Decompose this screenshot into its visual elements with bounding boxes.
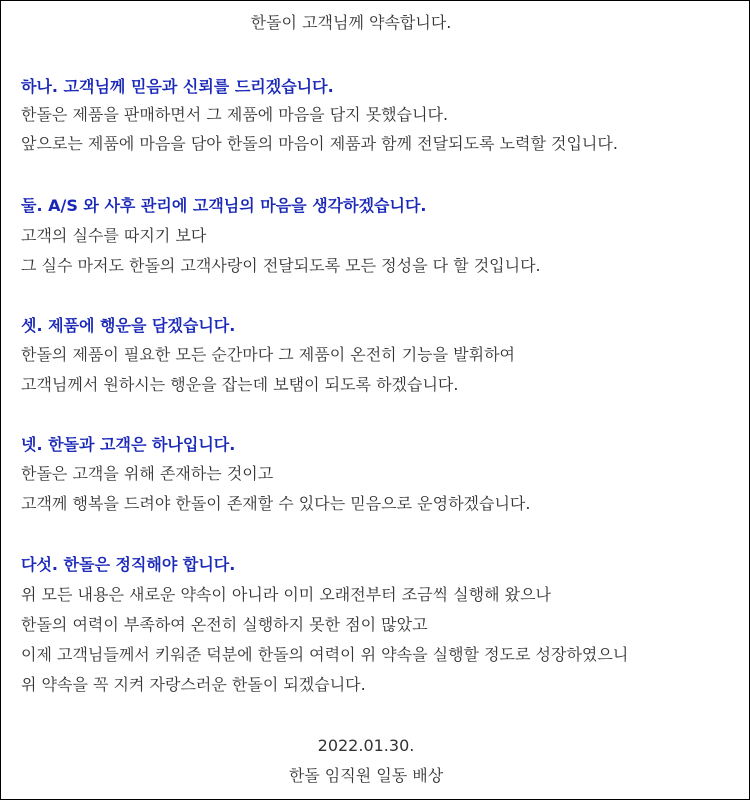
section-1-line-2: 앞으로는 제품에 마음을 담아 한돌의 마음이 제품과 함께 전달되도록 노력할 것입니다. — [21, 134, 618, 153]
footer-date: 2022.01.30. — [317, 736, 415, 755]
section-4-line-2: 고객께 행복을 드려야 한돌이 존재할 수 있다는 믿음으로 운영하겠습니다. — [21, 494, 531, 513]
section-4-line-1: 한돌은 고객을 위해 존재하는 것이고 — [21, 464, 274, 483]
section-2-line-1: 고객의 실수를 따지기 보다 — [21, 226, 207, 245]
section-5-line-3: 이제 고객님들께서 키워준 덕분에 한돌의 여력이 위 약속을 실행할 정도로 성장하였으니 — [21, 645, 629, 664]
section-3-line-1: 한돌의 제품이 필요한 모든 순간마다 그 제품이 온전히 기능을 발휘하여 — [21, 345, 515, 364]
section-3-heading: 셋. 제품에 행운을 담겠습니다. — [21, 316, 236, 335]
section-5-line-2: 한돌의 여력이 부족하여 온전히 실행하지 못한 점이 많았고 — [21, 615, 428, 634]
section-1-line-1: 한돌은 제품을 판매하면서 그 제품에 마음을 담지 못했습니다. — [21, 105, 449, 124]
section-2-heading: 둘. A/S 와 사후 관리에 고객님의 마음을 생각하겠습니다. — [21, 196, 427, 215]
section-3-line-2: 고객님께서 원하시는 행운을 잡는데 보탬이 되도록 하겠습니다. — [21, 375, 459, 394]
section-2-line-2: 그 실수 마저도 한돌의 고객사랑이 전달되도록 모든 정성을 다 할 것입니다. — [21, 256, 541, 275]
section-5-heading: 다섯. 한돌은 정직해야 합니다. — [21, 555, 236, 574]
section-1-heading: 하나. 고객님께 믿음과 신뢰를 드리겠습니다. — [21, 77, 334, 96]
section-5-line-1: 위 모든 내용은 새로운 약속이 아니라 이미 오래전부터 조금씩 실행해 왔으나 — [21, 585, 551, 604]
section-4-heading: 넷. 한돌과 고객은 하나입니다. — [21, 435, 236, 454]
page-title: 한돌이 고객님께 약속합니다. — [250, 13, 452, 32]
section-5-line-4: 위 약속을 꼭 지켜 자랑스러운 한돌이 되겠습니다. — [21, 675, 366, 694]
footer-signature: 한돌 임직원 일동 배상 — [288, 766, 444, 785]
